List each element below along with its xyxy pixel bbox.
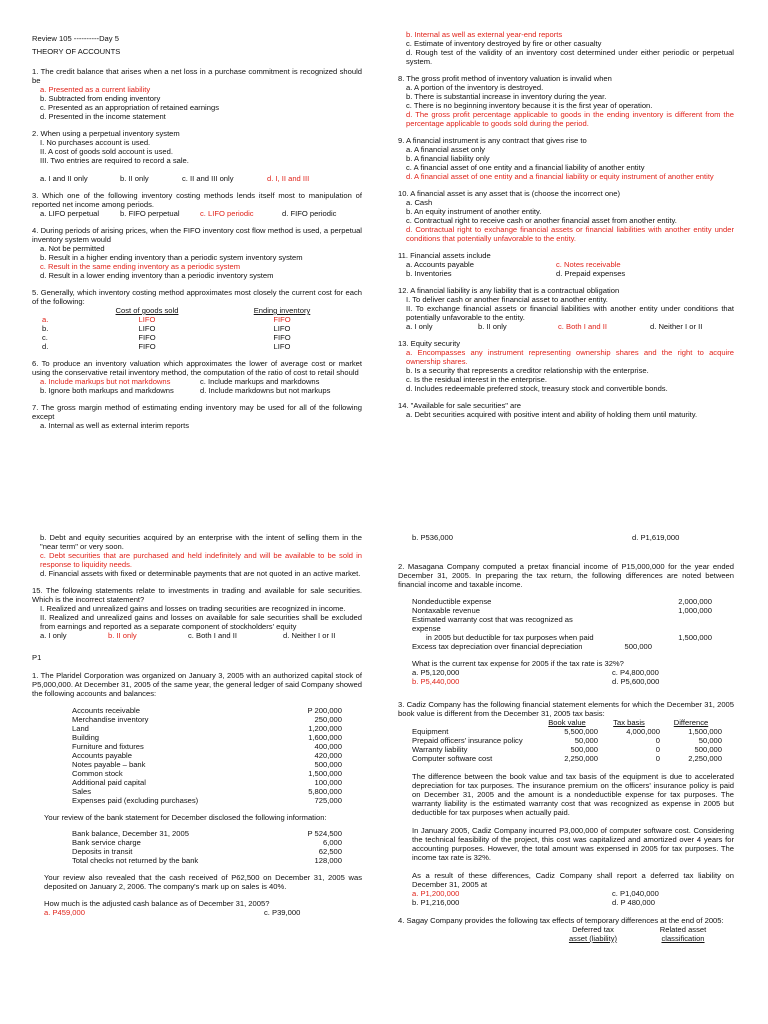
question-13: 13. Equity security a. Encompasses any instrument representing ownership shares and the right to acquire ownership shares. b. Is a security that represents a creditor relationship with the enterprise. c. Is the residual interest in the enterprise. d. Includes redeemable preferred stock, treasury stock and convertible bonds. xyxy=(398,339,734,393)
p1-ledger-table: Accounts receivable P 200,000 Merchandise inventory 250,000 Land 1,200,000 Building 1,600,000 Furniture and fixtures 400,000 Accounts payable 420,000 Notes payable – bank 500,000 Common stock 1,500,000 Additional paid capital 100,000 Sales 5,800,000 Expenses paid (excluding purchases) 725,000 xyxy=(72,706,342,805)
question-14: 14. "Available for sale securities" are a. Debt securities acquired with positive intent and ability of holding them until maturity. xyxy=(398,401,698,419)
header-left: Review 105 ----------Day 5 xyxy=(32,34,119,43)
q4-answer: c. Result in the same ending inventory as a periodic system xyxy=(40,262,241,271)
question-6: 6. To produce an inventory valuation which approximates the lower of average cost or market using the conservative retail inventory method, the computation of the ratio of cost to retail should a. Include markups but not markdowns c. Include markups and markdowns b. Ignore both markups and markdowns d. Include markdowns but not markups xyxy=(32,359,362,395)
question-3: 3. Which one of the following inventory costing methods lends itself most to manipulation of reported net income among periods. a. LIFO perpetual b. FIFO perpetual c. LIFO periodic d. FIFO periodic xyxy=(32,191,362,218)
right-column-bottom: b. P536,000 d. P1,619,000 2. Masagana Company computed a pretax financial income of P15,000,000 for the year ended December 31, 2005. In preparing the tax return, the following differences are noted between financial income and taxable income. Nondeductible expense 2,000,000 Nontaxable revenue 1,000,000 Estimated warranty cost that was recognized as expense in 2005 but deductible for tax purposes when paid 1,500,000 Excess tax depreciation over financial depreciation 500,000 What is the current tax expense for 2005 if the tax rate is 32%? a. P5,120,000 c. P4,800,000 b. P5,440,000 d. P5,600,000 3. Cadiz Company has the following financial statement elements for which the December 31, 2005 book value is different from the December 31, 2005 tax basis: Book value Tax basis Difference Equipment 5,500,000 4,000,000 1,500,000 Prepaid officers' insurance policy 50,000 0 50,000 Warranty liability 500,000 0 500,000 Computer software cost 2,250,000 0 2,250,000 The difference between the book value and tax basis of the equipment is due to accelerated depreciation for tax purposes. The insurance premium on the officers' insurance policy is paid on December 31, 2005 and the amount is a nondeductible expense for tax purposes. The warranty liability is the estimated warranty cost that was recognized as expense in 2005 but deductible for tax purposes when actually paid. In January 2005, Cadiz Company incurred P3,000,000 of computer software cost. Considering the technical feasibility of the project, this cost was capitalized and amortized over 4 years for accounting purposes. However, the total amount was expensed in 2005 for tax purposes. The income tax rate is 32%. As a result of these differences, Cadiz Company shall report a deferred tax liability on December 31, 2005 at a. P1,200,000 c. P1,040,000 b. P1,216,000 d. P 480,000 4. Sagay Company provides the following tax effects of temporary differences at the end of 2005: Deferred tax asset (liability) Related asset classification xyxy=(398,533,734,943)
q9-answer: d. A financial asset of one entity and a financial liability or equity instrument of another entity xyxy=(406,172,714,181)
question-5: 5. Generally, which inventory costing method approximates most closely the current cost for each of the following: Cost of goods sold Ending inventory a. LIFO FIFO b. LIFO LIFO c. FIFO FIFO d. FIFO LIFO xyxy=(32,288,362,351)
question-2: 2. When using a perpetual inventory system I. No purchases account is used. II. A cost of goods sold account is used. III. Two entries are required to record a sale. a. I and II only b. II only c. II and III only d. I, II and III xyxy=(32,129,310,183)
question-12: 12. A financial liability is any liability that is a contractual obligation I. To deliver cash or another financial asset to another entity. II. To exchange financial assets or financial liabilities with another entity under conditions that potentially unfavorable to the entity. a. I only b. II only c. Both I and II d. Neither I or II xyxy=(398,286,734,331)
question-1: 1. The credit balance that arises when a net loss in a purchase commitment is recognized should be a. Presented as a current liability b. Subtracted from ending inventory c. Presented as an appropriation of retained earnings d. Presented in the income statement xyxy=(32,67,362,121)
problem-3: 3. Cadiz Company has the following financial statement elements for which the December 31, 2005 book value is different from the December 31, 2005 tax basis: Book value Tax basis Difference Equipment 5,500,000 4,000,000 1,500,000 Prepaid officers' insurance policy 50,000 0 50,000 Warranty liability 500,000 0 500,000 Computer software cost 2,250,000 0 2,250,000 The difference between the book value and tax basis of the equipment is due to accelerated depreciation for tax purposes. The insurance premium on the officers' insurance policy is paid on December 31, 2005 and the amount is a nondeductible expense for tax purposes. The warranty liability is the estimated warranty cost that was recognized as expense in 2005 but deductible for tax purposes when actually paid. In January 2005, Cadiz Company incurred P3,000,000 of computer software cost. Considering the technical feasibility of the project, this cost was capitalized and amortized over 4 years for accounting purposes. However, the total amount was expensed in 2005 for tax purposes. The income tax rate is 32%. As a result of these differences, Cadiz Company shall report a deferred tax liability on December 31, 2005 at a. P1,200,000 c. P1,040,000 b. P1,216,000 d. P 480,000 xyxy=(398,700,734,907)
question-7: 7. The gross margin method of estimating ending inventory may be used for all of the following except a. Internal as well as external interim reports xyxy=(32,403,362,430)
q5-table: Cost of goods sold Ending inventory a. LIFO FIFO b. LIFO LIFO c. FIFO FIFO d. FIFO LIFO xyxy=(42,306,332,351)
problem-2: 2. Masagana Company computed a pretax financial income of P15,000,000 for the year ended December 31, 2005. In preparing the tax return, the following differences are noted between financial income and taxable income. Nondeductible expense 2,000,000 Nontaxable revenue 1,000,000 Estimated warranty cost that was recognized as expense in 2005 but deductible for tax purposes when paid 1,500,000 Excess tax depreciation over financial depreciation 500,000 What is the current tax expense for 2005 if the tax rate is 32%? a. P5,120,000 c. P4,800,000 b. P5,440,000 d. P5,600,000 xyxy=(398,562,734,686)
q11-answer: c. Notes receivable xyxy=(556,260,621,269)
q2-answer: d. I, II and III xyxy=(267,174,310,183)
question-15: 15. The following statements relate to investments in trading and available for sale securities. Which is the incorrect statement? I. Realized and unrealized gains and losses on trading securities are recognized in income. II. Realized and unrealized gains and losses on available for sale securities shall be excluded from earnings and reported as a separate component of stockholders' equity a. I only b. II only c. Both I and II d. Neither I or II xyxy=(32,586,362,640)
q13-answer: a. Encompasses any instrument representing ownership shares and the right to acquire ownership shares. xyxy=(406,348,734,366)
question-11: 11. Financial assets include a. Accounts payable c. Notes receivable b. Inventories d. Prepaid expenses xyxy=(398,251,626,278)
q14-answer: c. Debt securities that are purchased and held indefinitely and will be available to be sold in response to liquidity needs. xyxy=(40,551,362,569)
left-column-bottom xyxy=(32,533,362,917)
q6-answer: a. Include markups but not markdowns xyxy=(40,377,171,386)
question-10: 10. A financial asset is any asset that is (choose the incorrect one) a. Cash b. An equity instrument of another entity. c. Contractual right to receive cash or another financial asset from another entity. d. Contractual right to exchange financial assets or financial liabilities with another entity under conditions that potentially unfavorable to the entity. xyxy=(398,189,734,243)
problem-1: 1. The Plaridel Corporation was organized on January 3, 2005 with an authorized capital stock of P5,000,000. At December 31, 2005 of the same year, the general ledger of said Company showed the following accounts and balances: Accounts receivable P 200,000 Merchandise inventory 250,000 Land 1,200,000 Building 1,600,000 Furniture and fixtures 400,000 Accounts payable 420,000 Notes payable – bank 500,000 Common stock 1,500,000 Additional paid capital 100,000 Sales 5,800,000 Expenses paid (excluding purchases) 725,000 Your review of the bank statement for December disclosed the following information: Bank balance, December 31, 2005 P 524,500 Bank service charge 6,000 Deposits in transit 62,500 Total checks not returned by the bank 128,000 Your review also revealed that the cash received of P62,500 on December 31, 2005 was deposited on January 2, 2006. The company's mark up on sales is 40%. How much is the adjusted cash balance as of December 31, 2005? a. P459,000 c. P39,000 xyxy=(32,671,362,917)
left-column-top xyxy=(32,34,362,430)
section-label-p1: P1 xyxy=(32,653,42,662)
q8-answer: d. The gross profit percentage applicable to goods in the ending inventory is different from the percentage applicable to goods sold during the period. xyxy=(406,110,734,128)
p3-answer: a. P1,200,000 xyxy=(412,889,460,898)
p3-table: Book value Tax basis Difference Equipment 5,500,000 4,000,000 1,500,000 Prepaid officers' insurance policy 50,000 0 50,000 Warranty liability 500,000 0 500,000 Computer software cost 2,250,000 0 2,250,000 xyxy=(412,718,722,763)
question-7-cont: b. Internal as well as external year-end reports c. Estimate of inventory destroyed by fire or other casualty d. Rough test of the validity of an inventory cost determined under either periodic or perpetual system. xyxy=(398,30,734,66)
q5-answer-row: a. LIFO FIFO xyxy=(42,315,291,324)
p1-bank-table: Bank balance, December 31, 2005 P 524,500 Bank service charge 6,000 Deposits in transit 62,500 Total checks not returned by the bank 128,000 xyxy=(72,829,342,865)
p1-answer: a. P459,000 xyxy=(44,908,85,917)
q7-answer: b. Internal as well as external year-end reports xyxy=(406,30,563,39)
q10-answer: d. Contractual right to exchange financial assets or financial liabilities with another entity under conditions that potentially unfavorable to the entity. xyxy=(406,225,734,243)
question-4: 4. During periods of arising prices, when the FIFO inventory cost flow method is used, a perpetual inventory system would a. Not be permitted b. Result in a higher ending inventory than a periodic system inventory system c. Result in the same ending inventory as a periodic system d. Result in a lower ending inventory than a periodic inventory system xyxy=(32,226,362,280)
question-14-cont: b. Debt and equity securities acquired by an enterprise with the intent of selling them in the "near term" or very soon. c. Debt securities that are purchased and held indefinitely and will be available to be sold in response to liquidity needs. d. Financial assets with fixed or determinable payments that are not quoted in an active market. xyxy=(32,533,362,578)
q3-answer: c. LIFO periodic xyxy=(200,209,254,218)
p2-answer: b. P5,440,000 xyxy=(412,677,460,686)
question-9: 9. A financial instrument is any contract that gives rise to a. A financial asset only b. A financial liability only c. A financial asset of one entity and a financial liability of another entity d. A financial asset of one entity and a financial liability or equity instrument of another entity xyxy=(398,136,734,181)
right-column-top xyxy=(398,30,734,419)
q12-answer: c. Both I and II xyxy=(558,322,607,331)
problem-4: 4. Sagay Company provides the following tax effects of temporary differences at the end of 2005: Deferred tax asset (liability) Related asset classification xyxy=(398,916,724,943)
question-8: 8. The gross profit method of inventory valuation is invalid when a. A portion of the inventory is destroyed. b. There is substantial increase in inventory during the year. c. There is no beginning inventory because it is the first year of operation. d. The gross profit percentage applicable to goods in the ending inventory is different from the percentage applicable to goods sold during the period. xyxy=(398,74,734,128)
page-title: THEORY OF ACCOUNTS xyxy=(32,47,121,56)
q15-answer: b. II only xyxy=(108,631,137,640)
q1-answer: a. Presented as a current liability xyxy=(40,85,151,94)
p2-table: Nondeductible expense 2,000,000 Nontaxable revenue 1,000,000 Estimated warranty cost that was recognized as expense in 2005 but deductible for tax purposes when paid 1,500,000 Excess tax depreciation over financial depreciation 500,000 xyxy=(412,597,712,651)
